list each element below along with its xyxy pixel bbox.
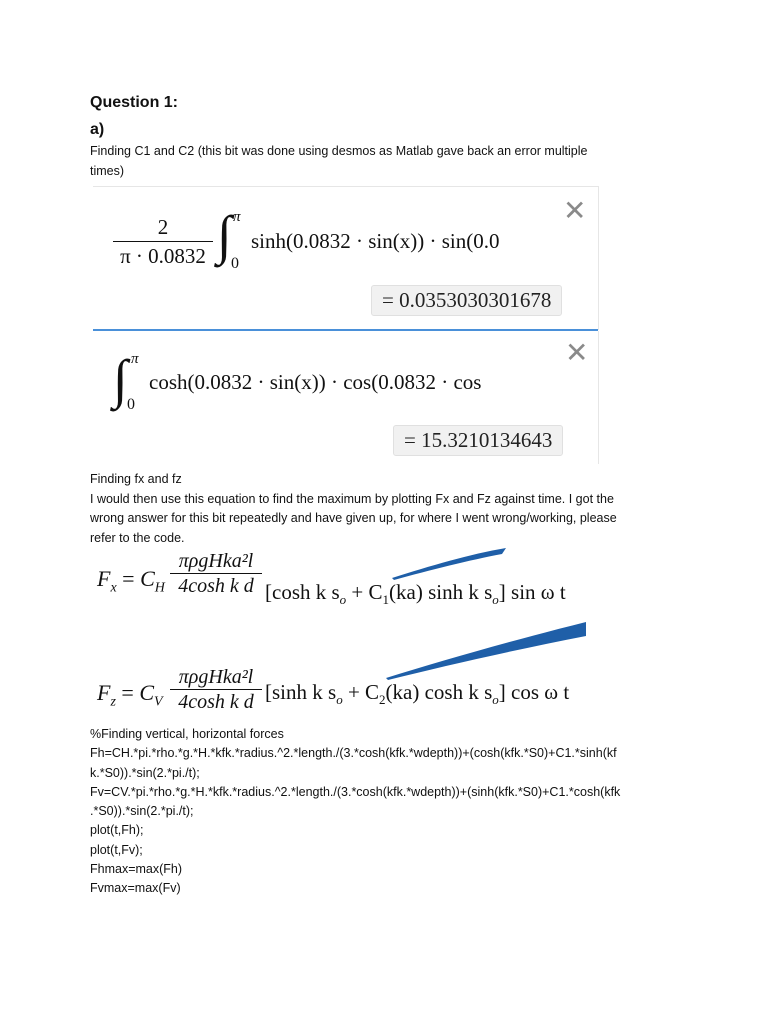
integral-upper-limit: π	[131, 351, 139, 367]
fz-rest: [sinh k s	[265, 680, 337, 704]
fz-bracket-term	[265, 680, 569, 708]
fz-tail-sub: o	[492, 692, 499, 708]
fz-equals: =	[121, 680, 134, 705]
fz-plus: + C	[342, 680, 380, 704]
integral-upper-limit: π	[233, 209, 241, 225]
fz-rest-sub: o	[336, 692, 343, 708]
result-value: = 15.3210134643	[393, 425, 563, 456]
code-line: Fv=CV.*pi.*rho.*g.*H.*kfk.*radius.^2.*length./(3.*cosh(kfk.*wdepth))+(sinh(kfk.*S0)+C1.*cosh(kfk	[90, 784, 621, 799]
fx-fraction	[170, 549, 262, 598]
close-icon[interactable]: ✕	[565, 336, 589, 369]
fx-c-sub: 1	[382, 592, 390, 608]
code-line: Fhmax=max(Fh)	[90, 862, 183, 877]
code-line: .*S0)).*sin(2.*pi./t);	[90, 804, 194, 819]
fraction	[113, 215, 213, 268]
fx-tail-sub: o	[492, 592, 499, 608]
paragraph-line: I would then use this equation to find the maximum by plotting Fx and Fz against time. I got the	[90, 491, 614, 506]
fx-denominator: 4cosh k d	[178, 575, 254, 597]
fx-end: ] sin ω t	[498, 580, 566, 604]
fx-rest-sub: o	[339, 592, 347, 608]
fx-equals: =	[122, 566, 135, 591]
fz-denominator: 4cosh k d	[178, 691, 254, 713]
pen-stroke-1	[390, 548, 510, 582]
pen-stroke-2	[384, 620, 588, 682]
fz-numerator: πρgHka²l	[178, 666, 254, 688]
fz-coef: C	[139, 680, 155, 705]
fraction-numerator: 2	[157, 215, 169, 239]
section-heading: Finding fx and fz	[90, 472, 182, 486]
integral-lower-limit: 0	[127, 396, 135, 413]
code-line: Fvmax=max(Fv)	[90, 881, 181, 896]
fx-numerator: πρgHka²l	[178, 550, 254, 572]
question-title: Question 1:	[90, 94, 179, 111]
paragraph-line: refer to the code.	[90, 530, 185, 545]
code-line: k.*S0)).*sin(2.*pi./t);	[90, 765, 200, 780]
integral-lower-limit: 0	[231, 255, 239, 272]
fz-end: ] cos ω t	[498, 680, 570, 704]
fraction-bar	[113, 241, 213, 242]
fx-coef-sub: H	[154, 580, 165, 596]
close-icon[interactable]: ✕	[563, 194, 587, 227]
fx-fz-paragraph	[90, 470, 690, 548]
ink-stroke	[392, 548, 506, 580]
fx-lhs-sub: x	[110, 580, 117, 596]
integral-sign: ∫	[113, 349, 128, 409]
fz-lhs-sub: z	[110, 694, 116, 710]
desmos-expression-2[interactable]	[93, 331, 599, 464]
integrand: sinh(0.0832 · sin(x)) · sin(0.0	[251, 229, 500, 253]
fz-fraction	[170, 665, 262, 714]
integrand: cosh(0.0832 · sin(x)) · cos(0.0832 · cos	[149, 370, 482, 394]
code-line: plot(t,Fv);	[90, 842, 143, 857]
fx-rest: [cosh k s	[265, 580, 340, 604]
matlab-code-block	[90, 725, 690, 899]
code-line: plot(t,Fh);	[90, 823, 144, 838]
fx-plus: + C	[346, 580, 383, 604]
fz-tail: (ka) cosh k s	[385, 680, 493, 704]
intro-paragraph	[90, 142, 690, 181]
fx-bracket-term	[265, 580, 566, 608]
part-label: a)	[90, 121, 105, 138]
result-value: = 0.0353030301678	[371, 285, 562, 316]
code-line: Fh=CH.*pi.*rho.*g.*H.*kfk.*radius.^2.*length./(3.*cosh(kfk.*wdepth))+(cosh(kfk.*S0)+C1.*sinh(kf	[90, 746, 617, 761]
desmos-expression-1[interactable]	[93, 186, 599, 330]
ink-stroke	[386, 622, 586, 680]
intro-line: times)	[90, 163, 125, 178]
integral-sign: ∫	[217, 205, 232, 265]
fx-lhs: F	[97, 566, 111, 591]
fz-c-sub: 2	[379, 692, 386, 708]
fraction-denominator: π · 0.0832	[120, 244, 206, 268]
fx-tail: (ka) sinh k s	[389, 580, 493, 604]
fz-formula	[97, 680, 163, 710]
fx-formula	[97, 566, 165, 596]
paragraph-line: wrong answer for this bit repeatedly and have given up, for where I went wrong/working, please	[90, 511, 617, 525]
intro-line: Finding C1 and C2 (this bit was done using desmos as Matlab gave back an error multiple	[90, 144, 588, 158]
fz-lhs: F	[97, 680, 111, 705]
fx-coef: C	[140, 566, 155, 591]
fz-coef-sub: V	[154, 694, 163, 710]
code-line: %Finding vertical, horizontal forces	[90, 727, 284, 741]
